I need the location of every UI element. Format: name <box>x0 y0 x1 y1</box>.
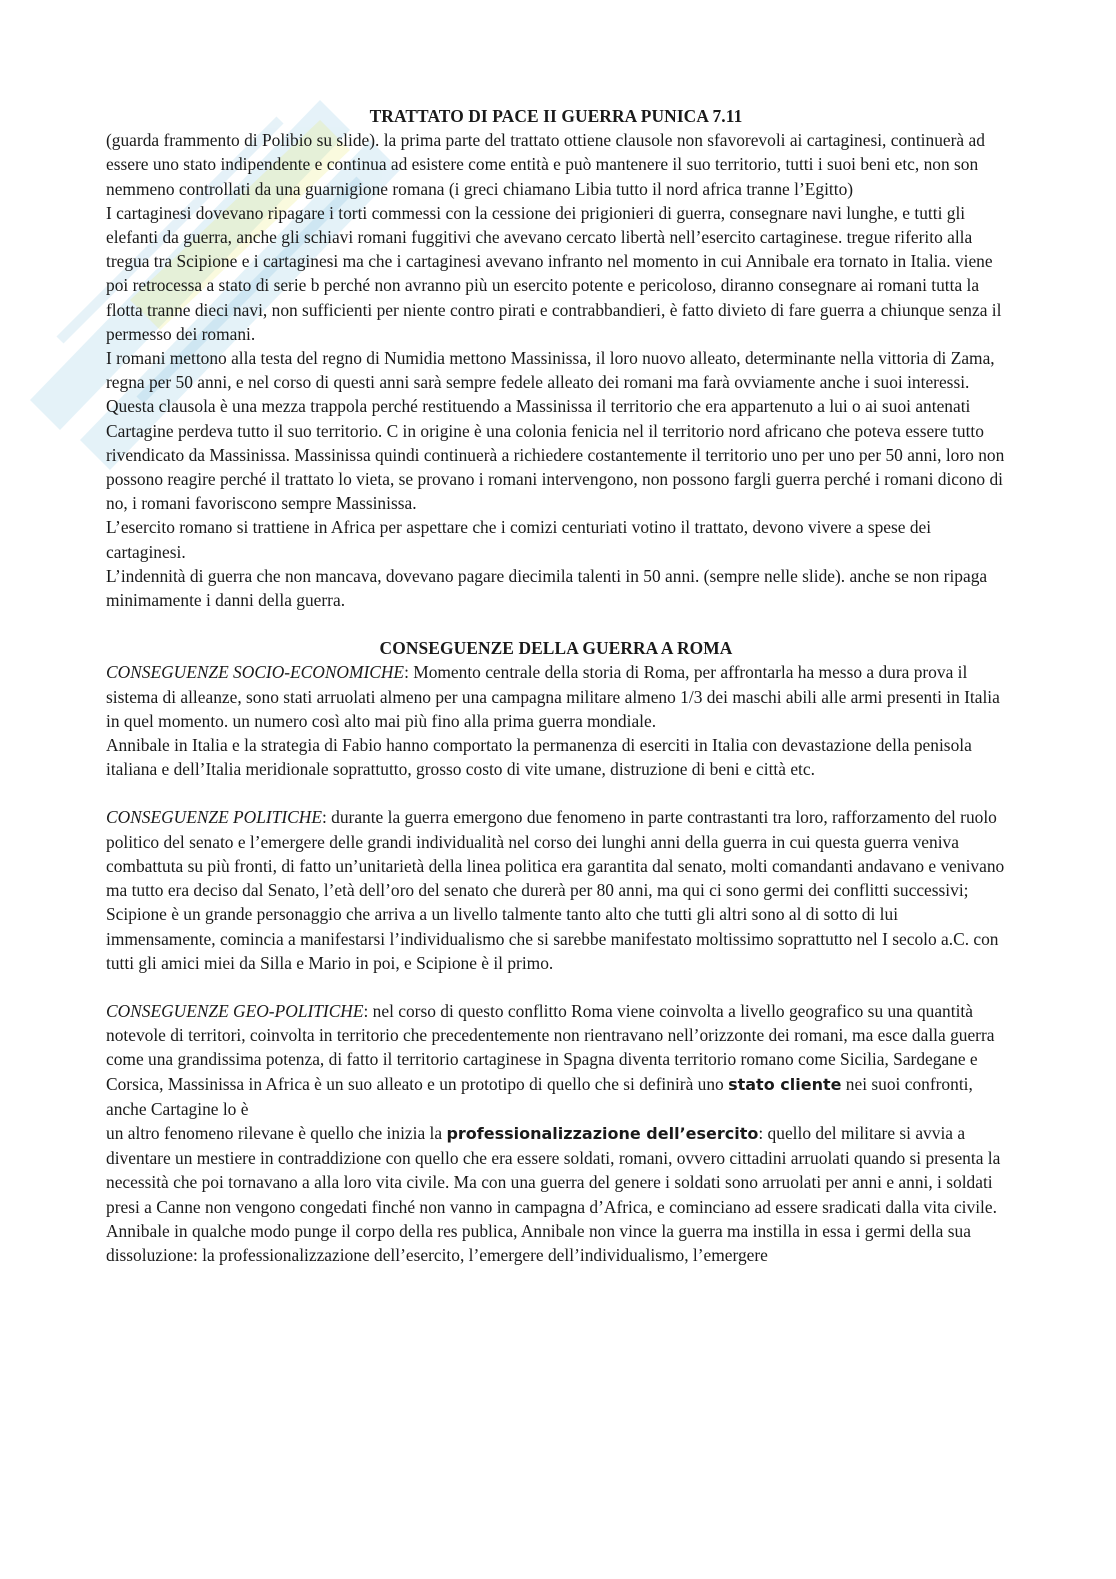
paragraph: I romani mettono alla testa del regno di Numidia mettono Massinissa, il loro nuovo alleato, determinante nella vittoria di Zama, regna per 50 anni, e nel corso di questi anni sarà sempre fedele alleato dei romani ma farà ovviamente anche i suoi interessi. <box>106 348 995 393</box>
paragraph-socio-economiche: CONSEGUENZE SOCIO-ECONOMICHE: Momento centrale della storia di Roma, per affrontarla ha messo a dura prova il sistema di alleanze, sono stati arruolati almeno per una campagna militare almeno 1/3 dei maschi abili alle armi presenti in Italia in quel momento. un numero così alto mai più fino alla prima guerra mondiale. <box>106 662 1000 731</box>
bold-stato-cliente: stato cliente <box>728 1074 842 1094</box>
section-title-conseguenze: CONSEGUENZE DELLA GUERRA A ROMA <box>379 638 733 659</box>
label-socio-economiche: CONSEGUENZE SOCIO-ECONOMICHE <box>106 662 405 683</box>
paragraph: un altro fenomeno rilevane è quello che inizia la professionalizzazione dell’esercito: quello del militare si avvia a diventare un mestiere in contraddizione con quello che era essere soldati, romani, ovvero cittadini arruolati quando si presenta la necessità che poi tornavano a alla loro vita civile. Ma con una guerra del genere i soldati sono arruolati per anni e anni, i soldati presi a Canne non vengono congedati finché non vanno in campagna d’Africa, e cominciano ad essere sradicati dalla vita civile. <box>106 1122 1001 1217</box>
bold-professionalizzazione: professionalizzazione dell’esercito <box>446 1123 759 1143</box>
paragraph: I cartaginesi dovevano ripagare i torti commessi con la cessione dei prigionieri di guerra, consegnare navi lunghe, e tutti gli elefanti da guerra, anche gli schiavi romani fuggitivi che avevano cercato libertà nell’esercito cartaginese. tregue riferito alla tregua tra Scipione e i cartaginesi ma che i cartaginesi avevano infranto nel momento in cui Annibale era tornato in Italia. viene poi retrocessa a stato di serie b perché non avranno più un esercito potente e pericoloso, diranno consegnare ai romani tutta la flotta tranne dieci navi, non sufficienti per niente contro pirati e contrabbandieri, è fatto divieto di fare guerra a chiunque senza il permesso dei romani. <box>106 202 1002 344</box>
paragraph-geo-politiche: CONSEGUENZE GEO-POLITICHE: nel corso di questo conflitto Roma viene coinvolta a livello geografico su una quantità notevole di territori, coinvolta in territorio che precedentemente non rientravano nell’orizzonte dei romani, ma esce dalla guerra come una grandissima potenza, di fatto il territorio cartaginese in Spagna diventa territorio romano come Sicilia, Sardegane e Corsica, Massinissa in Africa è un suo alleato e un prototipo di quello che si definirà uno stato cliente nei suoi confronti, anche Cartagine lo è <box>106 1000 995 1119</box>
paragraph: Questa clausola è una mezza trappola perché restituendo a Massinissa il territorio che era appartenuto a lui o ai suoi antenati Cartagine perdeva tutto il suo territorio. C in origine è una colonia fenicia nel il territorio nord africano che poteva essere tutto rivendicato da Massinissa. Massinissa quindi continuerà a richiedere costantemente il territorio uno per uno per 50 anni, loro non possono reagire perché il trattato lo vieta, se provano i romani intervengono, non possono fargli guerra perché i romani dicono di no, i romani favoriscono sempre Massinissa. <box>106 396 1005 514</box>
paragraph-politiche: CONSEGUENZE POLITICHE: durante la guerra emergono due fenomeno in parte contrastanti tra loro, rafforzamento del ruolo politico del senato e l’emergere delle grandi individualità nel corso dei lunghi anni della guerra in cui questa guerra veniva combattuta su più fronti, di fatto un’unitarietà della linea politica era garantita dal senato, molti comandanti andavano e venivano ma tutto era deciso dal Senato, l’età dell’oro del senato che durerà per 80 anni, ma qui ci sono germi dei conflitti successivi; Scipione è un grande personaggio che arriva a un livello talmente tanto alto che tutti gli altri sono al di sotto di lui immensamente, comincia a manifestarsi l’individualismo che si sarebbe manifestato moltissimo soprattutto nel I secolo a.C. con tutti gli amici miei da Silla e Mario in poi, e Scipione è il primo. <box>106 807 1005 973</box>
label-geo-politiche: CONSEGUENZE GEO-POLITICHE <box>106 1000 364 1021</box>
section-title-trattato: TRATTATO DI PACE II GUERRA PUNICA 7.11 <box>369 106 743 126</box>
paragraph: (guarda frammento di Polibio su slide). la prima parte del trattato ottiene clausole non sfavorevoli ai cartaginesi, continuerà ad essere uno stato indipendente e continua ad esistere come entità e può mantenere il suo territorio, tutti i suoi beni etc, non son nemmeno controllati da una guarnigione romana (i greci chiamano Libia tutto il nord africa tranne l’Egitto) <box>106 130 985 199</box>
paragraph: Annibale in Italia e la strategia di Fabio hanno comportato la permanenza di eserciti in Italia con devastazione della penisola italiana e dell’Italia meridionale soprattutto, grosso costo di vite umane, distruzione di beni e città etc. <box>106 735 972 780</box>
paragraph: Annibale in qualche modo punge il corpo della res publica, Annibale non vince la guerra ma instilla in essa i germi della sua dissoluzione: la professionalizzazione dell’esercito, l’emergere dell’individualismo, l’emergere <box>106 1220 971 1265</box>
paragraph: L’esercito romano si trattiene in Africa per aspettare che i comizi centuriati votino il trattato, devono vivere a spese dei cartaginesi. <box>106 517 932 562</box>
paragraph: L’indennità di guerra che non mancava, dovevano pagare diecimila talenti in 50 anni. (sempre nelle slide). anche se non ripaga minimamente i danni della guerra. <box>106 565 988 611</box>
label-politiche: CONSEGUENZE POLITICHE <box>106 807 322 828</box>
document-page <box>106 104 1006 1267</box>
